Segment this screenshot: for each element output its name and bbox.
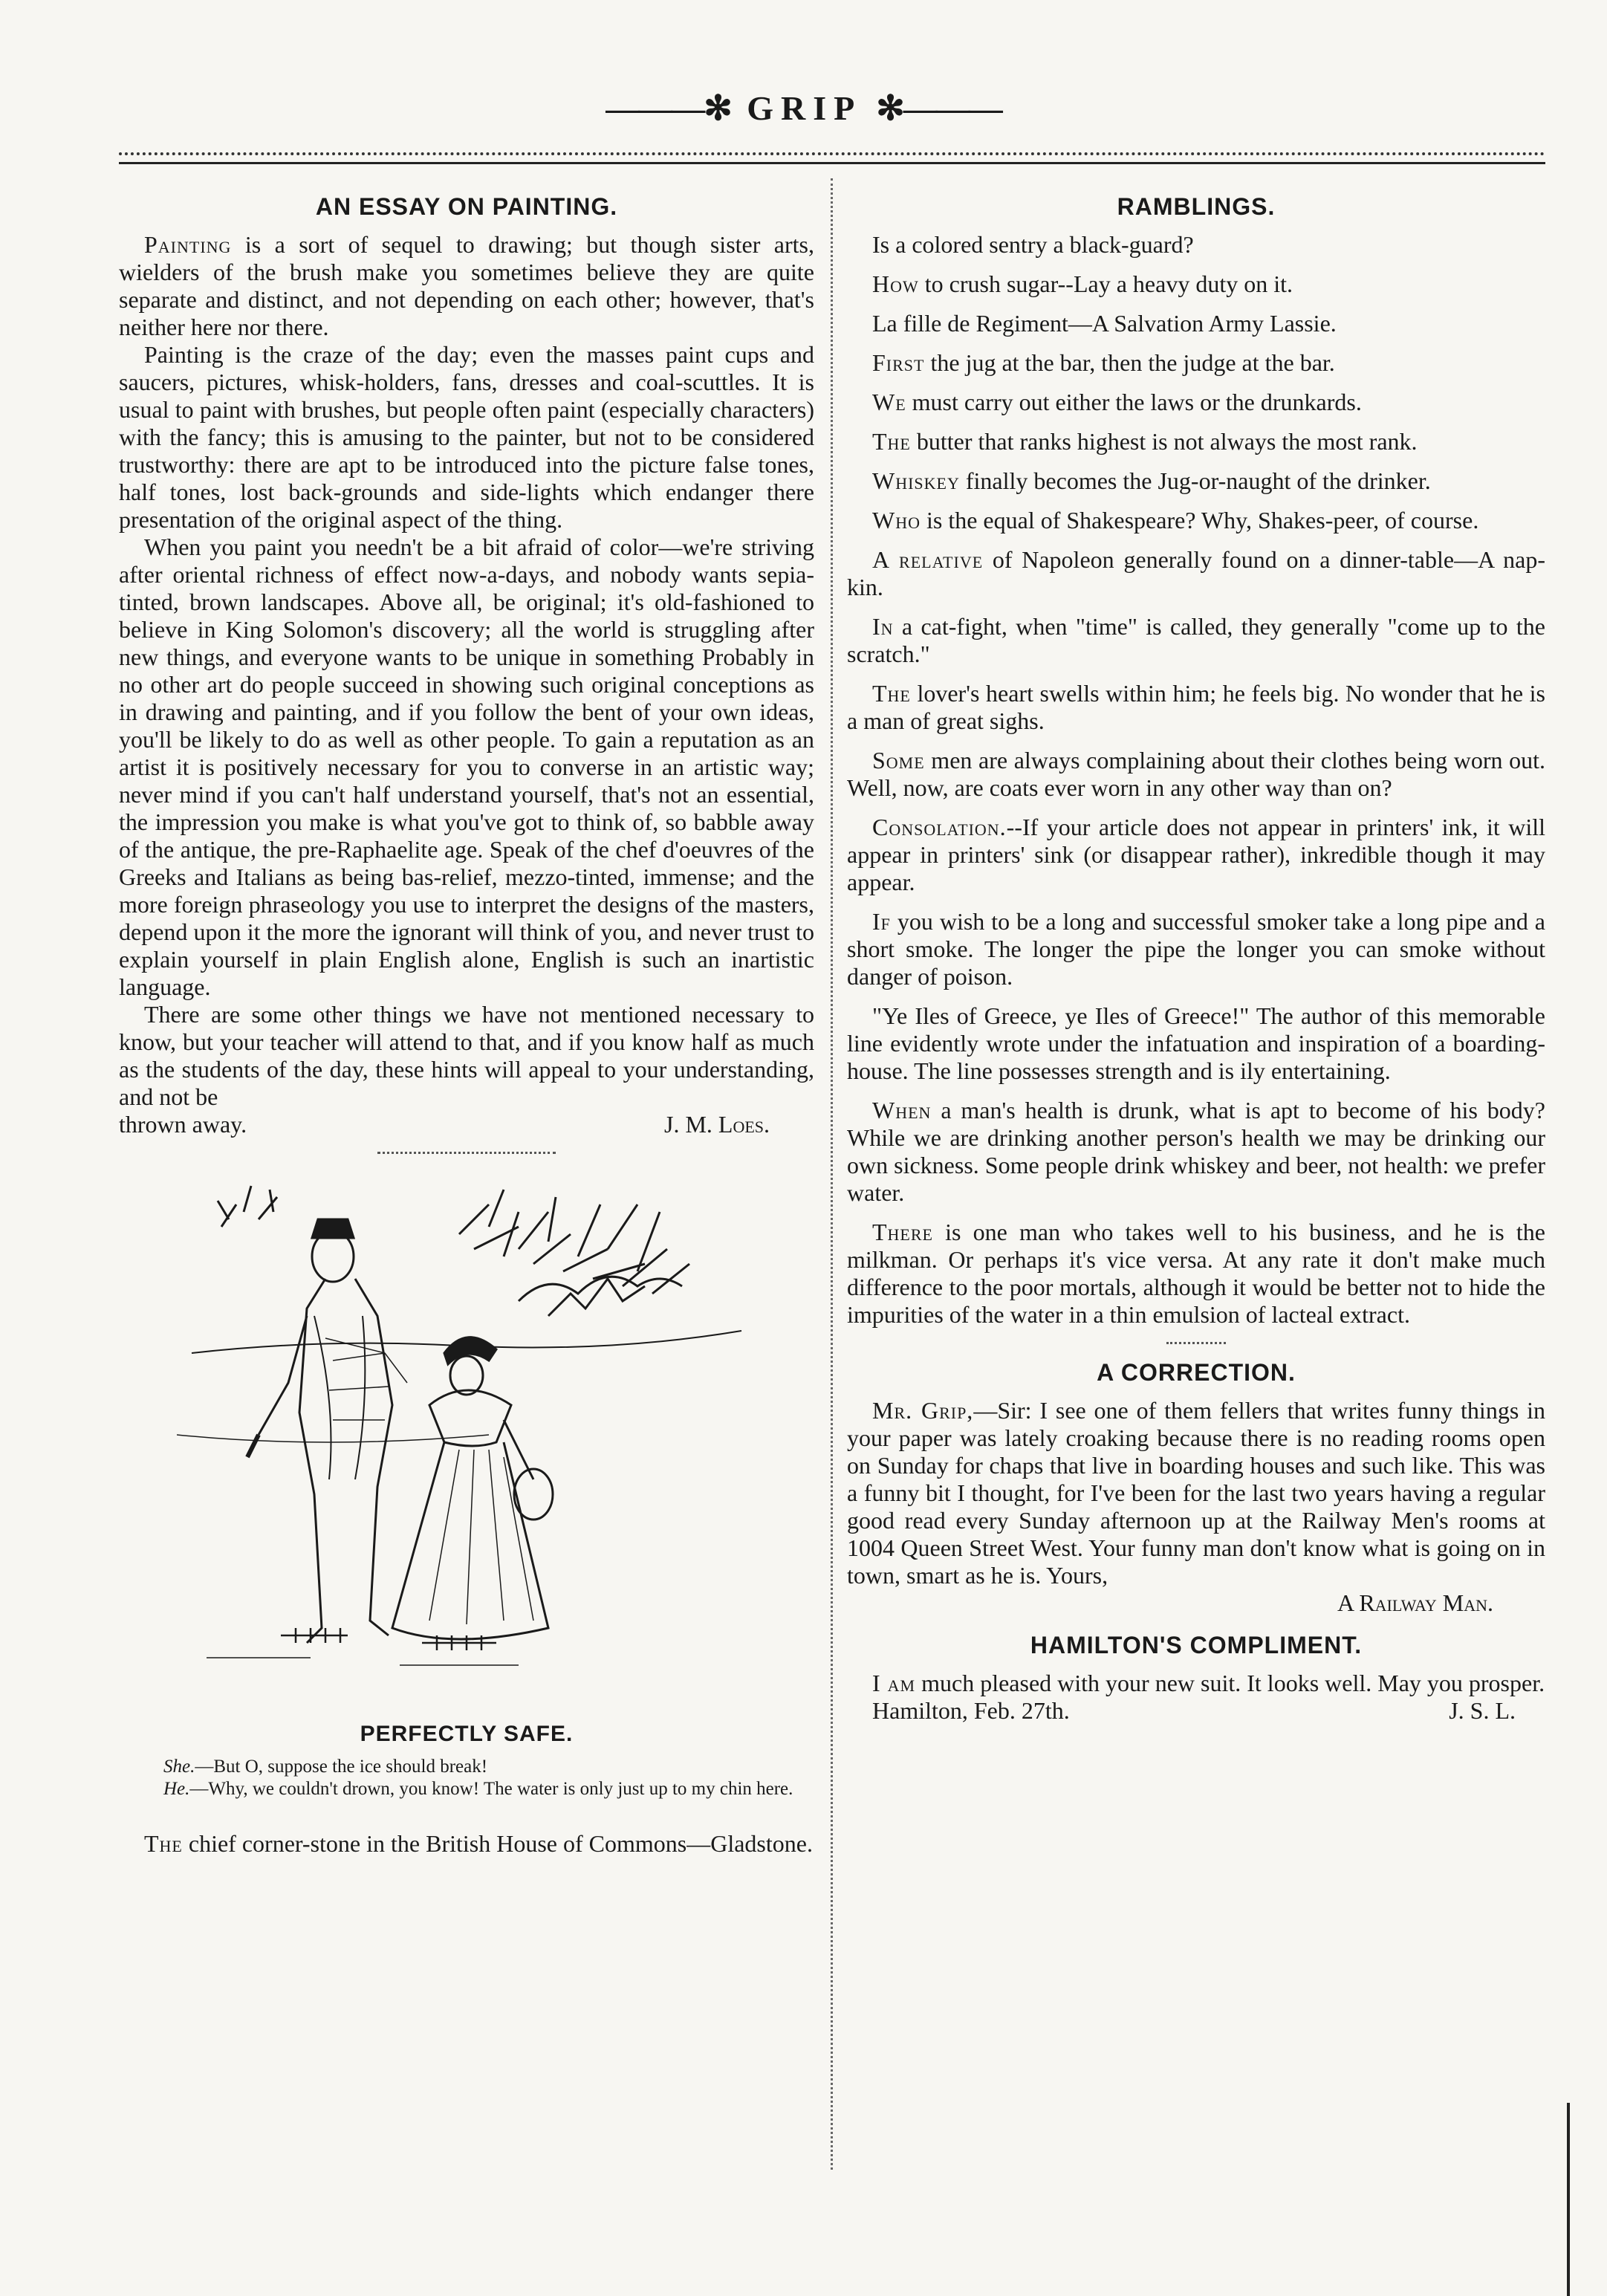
item-text: a man's health is drunk, what is apt to become of his body? While we are drinking another person's health we may be drinking our own sickness. Some people drink whiskey and beer, not health: we prefer water.: [847, 1097, 1545, 1206]
section-separator: [1166, 1342, 1226, 1344]
rambling-item: [847, 546, 1545, 601]
item-text: is one man who takes well to his business, and he is the milkman. Or perhaps it's vice versa. At any rate it don't make much difference to the poor mortals, although it would be better not to hide the impurities of the water in a thin emulsion of lacteal extract.: [847, 1219, 1545, 1328]
header-dotted-rule: [119, 152, 1545, 155]
ramblings-heading: RAMBLINGS.: [1117, 193, 1276, 220]
rambling-item: [847, 467, 1545, 495]
item-lead: Some: [872, 747, 925, 774]
essay-paragraph: There are some other things we have not mentioned necessary to know, but your teacher will attend to that, and if you know half as much as the students of the day, these hints will appeal to your understanding, and not be: [119, 1001, 814, 1110]
correction-signature: A Railway Man.: [1337, 1589, 1493, 1616]
rambling-item: [847, 908, 1545, 990]
dialog-speaker: She.: [163, 1757, 195, 1777]
masthead-rule-right: ✻———: [876, 89, 1001, 127]
paragraph-lead: Painting: [144, 231, 232, 258]
commons-text: [119, 1830, 814, 1858]
dialog-speaker: He.: [163, 1779, 190, 1799]
rambling-item: [847, 507, 1545, 534]
paragraph-text: is a sort of sequel to drawing; but though sister arts, wielders of the brush make you sometimes believe they are quite separate and distinct, and not depending on each other; however, that's neither here nor there.: [119, 231, 814, 340]
item-text: men are always complaining about their clothes being worn out. Well, now, are coats ever worn in any other way than on?: [847, 747, 1545, 801]
compliment-date: Hamilton, Feb. 27th.: [872, 1697, 1070, 1724]
dialog-text: —But O, suppose the ice should break!: [195, 1757, 488, 1777]
item-lead: A relative: [872, 546, 984, 573]
masthead: [0, 88, 1607, 128]
item-text: lover's heart swells within him; he feels big. No wonder that he is a man of great sighs.: [847, 680, 1545, 734]
item-lead: If: [872, 908, 891, 935]
rambling-item: [847, 389, 1545, 416]
rambling-item: [847, 613, 1545, 668]
paragraph-text: much pleased with your new suit. It looks well. May you prosper.: [915, 1670, 1545, 1696]
item-text: a cat-fight, when "time" is called, they generally "come up to the scratch.": [847, 613, 1545, 667]
rambling-item: [847, 680, 1545, 735]
masthead-title: GRIP: [747, 89, 860, 127]
item-lead: How: [872, 270, 919, 297]
cartoon-dialog: [119, 1756, 814, 1800]
rambling-item: [847, 270, 1545, 298]
item-lead: First: [872, 349, 925, 376]
rambling-item: [847, 814, 1545, 896]
item-lead: Whiskey: [872, 467, 960, 494]
item-lead: In: [872, 613, 894, 640]
header-rule: [119, 162, 1545, 164]
rambling-item: [847, 1002, 1545, 1085]
compliment-initials: J. S. L.: [1449, 1697, 1516, 1724]
column-divider: [831, 178, 833, 2170]
paragraph-lead: The: [144, 1830, 183, 1857]
item-text: --If your article does not appear in printers' ink, it will appear in printers' sink (or disappear rather), inkredible though it may appear.: [847, 814, 1545, 895]
section-separator: [377, 1152, 556, 1154]
paragraph-lead: Mr. Grip,: [872, 1397, 974, 1424]
item-text: you wish to be a long and successful smoker take a long pipe and a short smoke. The longer the pipe the longer you can smoke without danger of poison.: [847, 908, 1545, 990]
compliment-heading: HAMILTON'S COMPLIMENT.: [1030, 1632, 1363, 1658]
masthead-rule-left: ———✻: [606, 89, 731, 127]
item-lead: When: [872, 1097, 932, 1123]
item-lead: Who: [872, 507, 921, 534]
skating-couple-illustration: [177, 1167, 756, 1710]
paragraph-text: chief corner-stone in the British House of Commons—Gladstone.: [182, 1830, 813, 1857]
dialog-line: [119, 1756, 814, 1778]
item-lead: Consolation.: [872, 814, 1007, 840]
commons-quip: [119, 1830, 814, 1858]
item-lead: There: [872, 1219, 933, 1245]
correction-letter: [847, 1359, 1545, 1617]
rambling-item: [847, 349, 1545, 377]
item-text: "Ye Iles of Greece, ye Iles of Greece!" The author of this memorable line evidently wrote under the infatuation and inspiration of a boarding-house. The line possesses strength and is ily entertaining.: [847, 1002, 1545, 1084]
essay-heading: AN ESSAY ON PAINTING.: [315, 193, 618, 220]
item-text: finally becomes the Jug-or-naught of the drinker.: [959, 467, 1431, 494]
rambling-item: [847, 1097, 1545, 1207]
item-text: is the equal of Shakespeare? Why, Shakes-peer, of course.: [920, 507, 1479, 534]
item-text: must carry out either the laws or the drunkards.: [906, 389, 1362, 415]
rambling-item: [847, 310, 1545, 337]
left-column: [119, 178, 814, 1858]
compliment-dateline: [847, 1697, 1545, 1725]
correction-heading: A CORRECTION.: [1097, 1359, 1296, 1386]
essay-paragraph: When you paint you needn't be a bit afraid of color—we're striving after oriental richness of effect now-a-days, and nobody wants sepia-tinted, brown landscapes. Above all, be original; it's old-fashioned to believe in King Solomon's discovery; all the world is struggling after new things, and everyone wants to be unique in something Probably in no other art do people succeed in showing such original conceptions as in drawing and painting, and if you follow the bent of your own ideas, you'll be likely to do as well as other people. To gain a reputation as an artist it is positively necessary for you to converse in an artistic way; never mind if you can't half understand yourself, that's not an essential, the impression you make is what you've got to think of, so babble away of the antique, the pre-Raphaelite age. Speak of the chef d'oeuvres of the Greeks and Italians as being bas-relief, mezzo-tinted, immense; and the more foreign phraseology you use to interpret the designs of the masters, depend upon it the more the ignorant will think of you, and never trust to explain yourself in plain English alone, English is such an inartistic language.: [119, 534, 814, 1000]
margin-mark: [1567, 2103, 1570, 2296]
essay-article: [119, 193, 814, 1138]
item-lead: We: [872, 389, 906, 415]
compliment-note: [847, 1632, 1545, 1725]
essay-signature-line: [119, 1111, 814, 1138]
compliment-text: [847, 1670, 1545, 1697]
essay-last-line: thrown away.: [119, 1111, 247, 1138]
cartoon-caption: PERFECTLY SAFE.: [360, 1722, 574, 1746]
item-text: to crush sugar--Lay a heavy duty on it.: [918, 270, 1293, 297]
rambling-item: [847, 747, 1545, 802]
rambling-item: [847, 1219, 1545, 1329]
item-text: butter that ranks highest is not always the most rank.: [910, 428, 1418, 455]
rambling-item: [847, 428, 1545, 455]
right-column: [847, 178, 1545, 1725]
item-text: the jug at the bar, then the judge at the bar.: [924, 349, 1335, 376]
essay-paragraph: Painting is the craze of the day; even the masses paint cups and saucers, pictures, whisk-holders, fans, dresses and coal-scuttles. It is usual to paint with brushes, but people often paint (especially characters) with the fancy; this is amusing to the painter, but not to be considered trustworthy: there are apt to be introduced into the picture false tones, half tones, lost back-grounds and side-lights which endanger there presentation of the original aspect of the thing.: [119, 341, 814, 533]
item-lead: The: [872, 428, 911, 455]
dialog-text: —Why, we couldn't drown, you know! The water is only just up to my chin here.: [189, 1779, 793, 1799]
item-lead: The: [872, 680, 911, 707]
rambling-item: [847, 231, 1545, 259]
essay-signature: J. M. Loes.: [663, 1111, 770, 1138]
ramblings-section: [847, 193, 1545, 1329]
paragraph-lead: I am: [872, 1670, 916, 1696]
item-text: Is a colored sentry a black-guard?: [872, 231, 1194, 258]
essay-paragraph: [119, 231, 814, 341]
dialog-line: [119, 1778, 814, 1800]
item-text: La fille de Regiment—A Salvation Army Lassie.: [872, 310, 1337, 337]
item-text: of Napoleon generally found on a dinner-table—A nap-kin.: [847, 546, 1546, 600]
correction-text: [847, 1397, 1545, 1589]
paragraph-text: —Sir: I see one of them fellers that writes funny things in your paper was lately croaking because there is no reading rooms open on Sunday for chaps that live in boarding houses and such like. This was a funny bit I thought, for I've been for the last two years having a regular good read every Sunday afternoon up at the Railway Men's rooms at 1004 Queen Street West. Your funny man don't know what is going on in town, smart as he is. Yours,: [847, 1397, 1545, 1589]
